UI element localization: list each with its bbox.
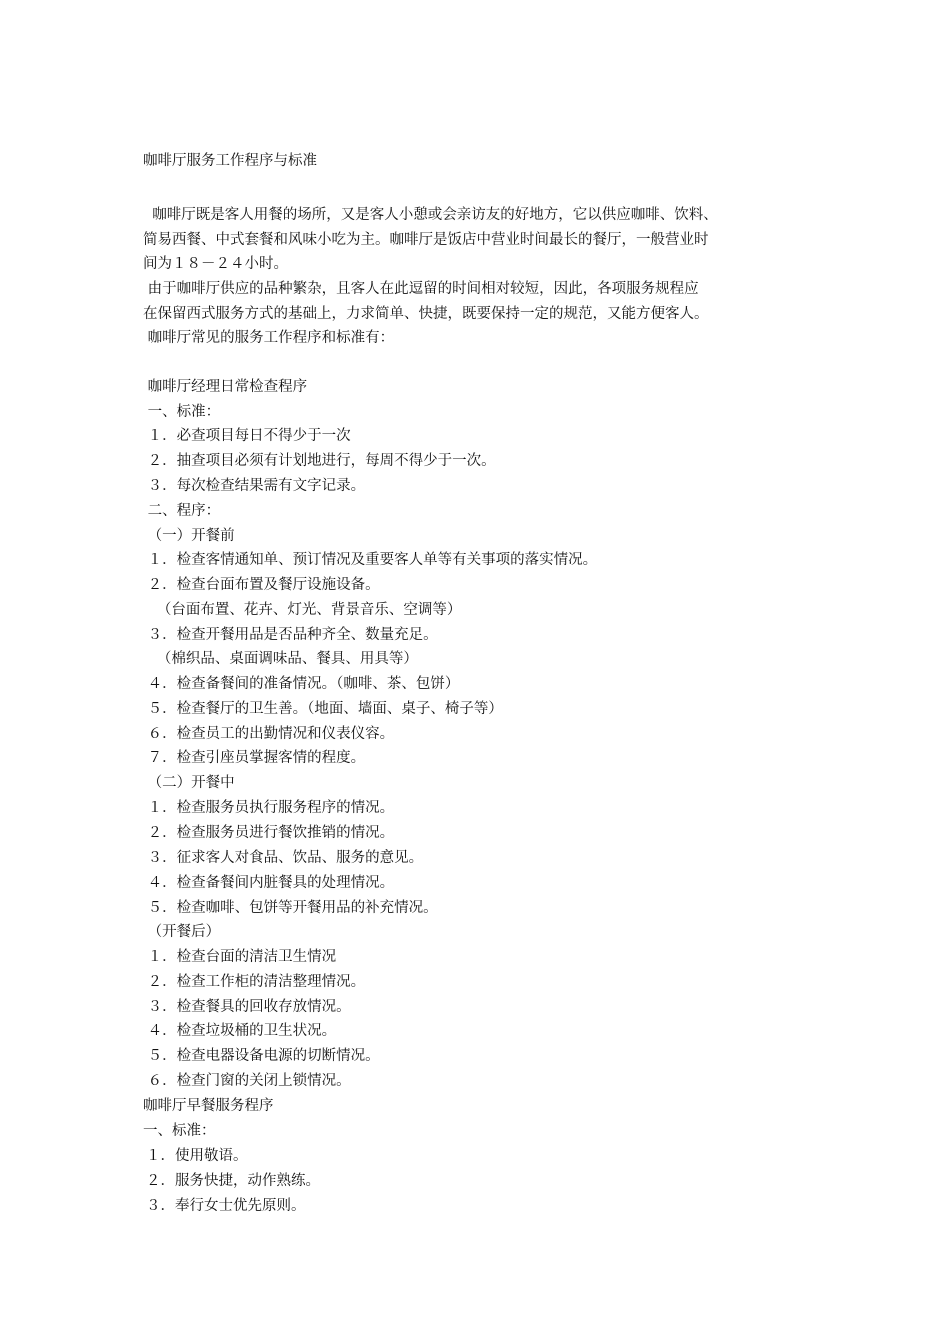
section-line: ３．检查开餐用品是否品种齐全、数量充足。 [143,627,438,643]
document-title: 咖啡厅服务工作程序与标准 [143,153,317,169]
section-line: ４．检查备餐间的准备情况。（咖啡、茶、包饼） [143,676,460,692]
section-line: ４．检查备餐间内脏餐具的处理情况。 [143,875,395,891]
section-line: ３．奉行女士优先原则。 [146,1198,306,1214]
section-line: ３．征求客人对食品、饮品、服务的意见。 [143,850,424,866]
intro-line: 在保留西式服务方式的基础上，力求简单、快捷，既要保持一定的规范，又能方便客人。 [143,306,709,322]
section-line: ５．检查咖啡、包饼等开餐用品的补充情况。 [143,900,438,916]
section-line: （棉织品、桌面调味品、餐具、用具等） [143,651,418,667]
intro-line: 间为１８－２４小时。 [143,256,288,272]
section-line: ２．服务快捷，动作熟练。 [146,1173,320,1189]
section-line: （一）开餐前 [143,528,235,544]
intro-line: 简易西餐、中式套餐和风味小吃为主。咖啡厅是饭店中营业时间最长的餐厅，一般营业时 [143,232,709,248]
section-line: ２．检查台面布置及餐厅设施设备。 [143,577,380,593]
section-line: （台面布置、花卉、灯光、背景音乐、空调等） [143,602,462,618]
section-line: ２．检查工作柜的清洁整理情况。 [143,974,366,990]
section-line: 一、标准： [143,1123,216,1139]
section-line: ２．检查服务员进行餐饮推销的情况。 [143,825,395,841]
section-line: ７．检查引座员掌握客情的程度。 [143,750,366,766]
section-line: １．检查台面的清洁卫生情况 [143,949,337,965]
section-line: １．检查服务员执行服务程序的情况。 [143,800,395,816]
section-line: 二、程序： [143,503,221,519]
section-line: （二）开餐中 [143,775,235,791]
section-line: 一、标准： [143,404,221,420]
section-line: ３．每次检查结果需有文字记录。 [143,478,366,494]
intro-line: 咖啡厅常见的服务工作程序和标准有： [143,330,395,346]
section-heading: 咖啡厅早餐服务程序 [143,1098,274,1114]
section-line: ５．检查电器设备电源的切断情况。 [143,1048,380,1064]
section-line: ２．抽查项目必须有计划地进行，每周不得少于一次。 [143,453,496,469]
section-line: １．检查客情通知单、预订情况及重要客人单等有关事项的落实情况。 [143,552,598,568]
section-line: ４．检查垃圾桶的卫生状况。 [143,1023,337,1039]
section-line: １．使用敬语。 [146,1148,248,1164]
section-line: ３．检查餐具的回收存放情况。 [143,999,351,1015]
intro-line: 咖啡厅既是客人用餐的场所，又是客人小憩或会亲访友的好地方，它以供应咖啡、饮料、 [143,207,718,223]
section-heading: 咖啡厅经理日常检查程序 [143,379,308,395]
section-line: ６．检查员工的出勤情况和仪表仪容。 [143,726,395,742]
intro-line: 由于咖啡厅供应的品种繁杂，且客人在此逗留的时间相对较短，因此，各项服务规程应 [143,281,699,297]
section-line: ６．检查门窗的关闭上锁情况。 [143,1073,351,1089]
section-line: （开餐后） [143,924,221,940]
section-line: １．必查项目每日不得少于一次 [143,428,351,444]
section-line: ５．检查餐厅的卫生善。（地面、墙面、桌子、椅子等） [143,701,503,717]
